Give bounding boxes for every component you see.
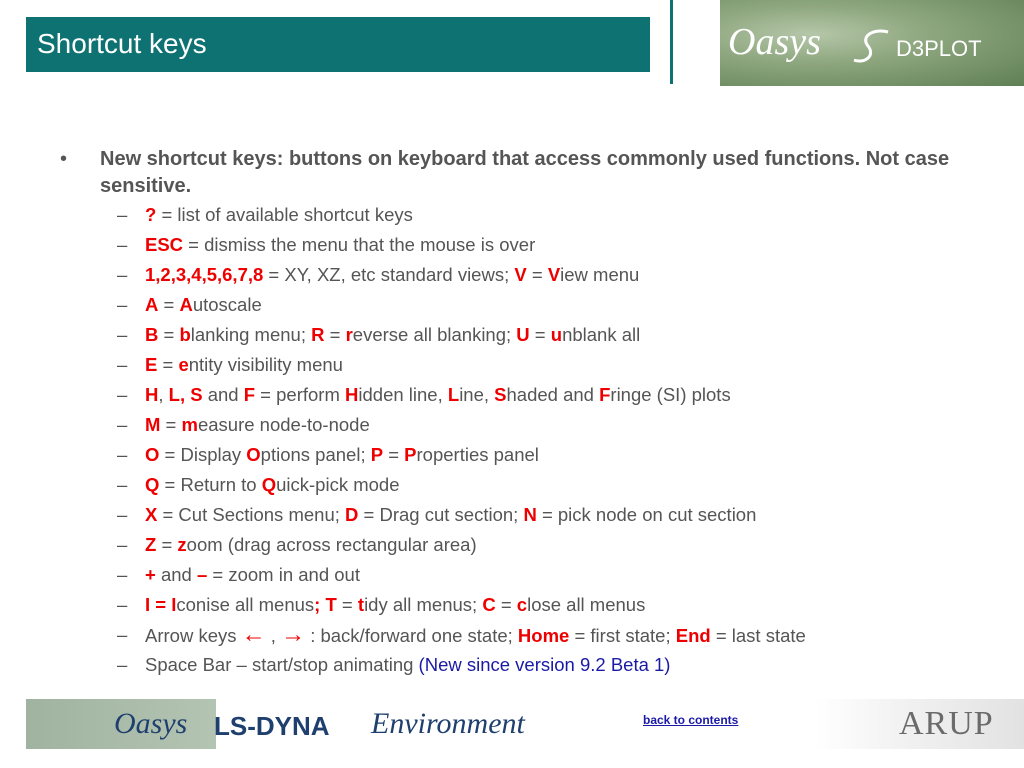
shortcut-item	[60, 200, 1000, 230]
shortcut-key: b	[179, 324, 191, 345]
shortcut-list	[60, 200, 1000, 680]
shortcut-description: conise all menus	[176, 594, 315, 615]
shortcut-description: iew menu	[560, 264, 640, 285]
shortcut-description: =	[383, 444, 405, 465]
shortcut-key: +	[145, 564, 156, 585]
shortcut-item	[60, 380, 1000, 410]
arup-logo: ARUP	[899, 705, 994, 742]
shortcut-description: = Display	[159, 444, 247, 465]
shortcut-description: =	[529, 324, 551, 345]
shortcut-key: r	[345, 324, 353, 345]
shortcut-key: Q	[145, 474, 160, 495]
shortcut-key: L	[447, 384, 460, 405]
shortcut-key: ?	[145, 204, 157, 225]
dash-icon: –	[117, 504, 128, 525]
main-bullet	[60, 146, 1000, 200]
shortcut-description: =	[158, 294, 180, 315]
shortcut-item	[60, 650, 1000, 680]
shortcut-key: R	[311, 324, 325, 345]
shortcut-item	[60, 620, 1000, 650]
shortcut-key: M	[145, 414, 161, 435]
shortcut-description: = zoom in and out	[207, 564, 360, 585]
shortcut-description: ine,	[459, 384, 495, 405]
shortcut-key: F	[243, 384, 256, 405]
shortcut-description: = first state;	[569, 625, 676, 646]
dash-icon: –	[117, 264, 128, 285]
arrow-right-icon: →	[281, 621, 306, 648]
shortcut-item	[60, 500, 1000, 530]
shortcut-description: = dismiss the menu that the mouse is over	[183, 234, 536, 255]
shortcut-key: U	[516, 324, 530, 345]
shortcut-key: L, S	[168, 384, 203, 405]
shortcut-item	[60, 530, 1000, 560]
shortcut-key: m	[181, 414, 198, 435]
title-divider	[670, 0, 673, 84]
shortcut-description: Space Bar – start/stop animating	[145, 654, 419, 675]
shortcut-description: easure node-to-node	[197, 414, 370, 435]
shortcut-description: roperties panel	[416, 444, 539, 465]
shortcut-key: V	[514, 264, 527, 285]
shortcut-description: =	[526, 264, 548, 285]
back-to-contents-link[interactable]: back to contents	[643, 713, 739, 727]
footer	[26, 699, 1024, 749]
shortcut-item	[60, 590, 1000, 620]
shortcut-key: O	[145, 444, 160, 465]
shortcut-description: = Return to	[159, 474, 262, 495]
shortcut-key: D	[345, 504, 359, 525]
shortcut-key: ;	[314, 594, 321, 615]
shortcut-item	[60, 440, 1000, 470]
shortcut-item	[60, 560, 1000, 590]
shortcut-key: z	[177, 534, 187, 555]
shortcut-key: A	[179, 294, 193, 315]
shortcut-description: utoscale	[192, 294, 262, 315]
slide-content	[60, 146, 1000, 680]
dash-icon: –	[117, 444, 128, 465]
shortcut-description: lanking menu;	[190, 324, 312, 345]
oasys-d3plot-logo	[720, 0, 1024, 86]
shortcut-key: t	[357, 594, 365, 615]
shortcut-key: B	[145, 324, 159, 345]
shortcut-key: H	[345, 384, 359, 405]
shortcut-description: lose all menus	[527, 594, 646, 615]
dash-icon: –	[117, 534, 128, 555]
shortcut-description: and	[155, 564, 197, 585]
shortcut-description: ,	[158, 384, 169, 405]
logo-product: D3PLOT	[896, 36, 982, 61]
shortcut-description: = XY, XZ, etc standard views;	[263, 264, 515, 285]
shortcut-description: = Cut Sections menu;	[157, 504, 346, 525]
arrow-left-icon: ←	[241, 621, 266, 648]
logo-brand: Oasys	[728, 21, 821, 63]
logo-swoosh-icon	[850, 26, 894, 66]
shortcut-key: P	[404, 444, 417, 465]
shortcut-description: nblank all	[562, 324, 641, 345]
shortcut-description: ptions panel;	[260, 444, 371, 465]
title-bar	[26, 17, 650, 72]
shortcut-key: H	[145, 384, 159, 405]
shortcut-description: =	[495, 594, 517, 615]
dash-icon: –	[117, 384, 128, 405]
shortcut-description: and	[202, 384, 244, 405]
shortcut-key: E	[145, 354, 158, 375]
shortcut-key: P	[370, 444, 384, 465]
shortcut-key: T	[325, 594, 337, 615]
shortcut-description: = Drag cut section;	[358, 504, 524, 525]
footer-ls-dyna: LS-DYNA	[214, 711, 330, 741]
dash-icon: –	[117, 654, 128, 675]
shortcut-key: F	[599, 384, 611, 405]
shortcut-item	[60, 260, 1000, 290]
dash-icon: –	[117, 594, 128, 615]
shortcut-description: = last state	[710, 625, 806, 646]
shortcut-description: = perform	[255, 384, 346, 405]
shortcut-description: Arrow keys	[145, 625, 242, 646]
shortcut-description: ringe (SI) plots	[610, 384, 731, 405]
dash-icon: –	[117, 564, 128, 585]
shortcut-key: O	[246, 444, 261, 465]
shortcut-description: =	[336, 594, 358, 615]
dash-icon: –	[117, 624, 128, 645]
shortcut-description: =	[158, 324, 180, 345]
shortcut-item	[60, 410, 1000, 440]
shortcut-key: X	[145, 504, 158, 525]
shortcut-key: S	[494, 384, 507, 405]
shortcut-item	[60, 320, 1000, 350]
shortcut-description: = pick node on cut section	[536, 504, 757, 525]
shortcut-description: = list of available shortcut keys	[156, 204, 413, 225]
shortcut-key: c	[516, 594, 528, 615]
shortcut-description: idden line,	[358, 384, 448, 405]
shortcut-description: oom (drag across rectangular area)	[186, 534, 477, 555]
shortcut-key: ESC	[145, 234, 184, 255]
shortcut-key: e	[178, 354, 189, 375]
shortcut-description: =	[156, 534, 178, 555]
shortcut-description: uick-pick mode	[276, 474, 400, 495]
shortcut-item	[60, 230, 1000, 260]
shortcut-key: Z	[145, 534, 157, 555]
dash-icon: –	[117, 234, 128, 255]
shortcut-description: idy all menus;	[364, 594, 483, 615]
shortcut-key: A	[145, 294, 159, 315]
shortcut-item	[60, 290, 1000, 320]
shortcut-description: everse all blanking;	[352, 324, 517, 345]
shortcut-key: –	[196, 564, 208, 585]
version-note: (New since version 9.2 Beta 1)	[418, 654, 671, 675]
shortcut-description: ntity visibility menu	[188, 354, 343, 375]
shortcut-key: End	[675, 625, 711, 646]
bullet-icon: •	[60, 148, 68, 170]
shortcut-key: 1,2,3,4,5,6,7,8	[145, 264, 264, 285]
footer-environment: Environment	[371, 707, 525, 740]
shortcut-item	[60, 470, 1000, 500]
dash-icon: –	[117, 414, 128, 435]
shortcut-key: Home	[517, 625, 570, 646]
dash-icon: –	[117, 324, 128, 345]
dash-icon: –	[117, 354, 128, 375]
shortcut-key: u	[550, 324, 563, 345]
shortcut-key: N	[523, 504, 537, 525]
shortcut-description: =	[160, 414, 182, 435]
shortcut-key: V	[547, 264, 561, 285]
footer-oasys-logo: Oasys	[114, 707, 188, 740]
shortcut-description: =	[324, 324, 346, 345]
shortcut-item	[60, 350, 1000, 380]
shortcut-description: haded and	[506, 384, 600, 405]
shortcut-key: Q	[261, 474, 277, 495]
page-title: Shortcut keys	[37, 28, 207, 59]
shortcut-description: ,	[265, 625, 282, 646]
dash-icon: –	[117, 294, 128, 315]
footer-banner	[26, 699, 616, 749]
shortcut-key: C	[482, 594, 496, 615]
shortcut-description: : back/forward one state;	[305, 625, 518, 646]
main-bullet-text: New shortcut keys: buttons on keyboard that access commonly used functions. Not case sensitive.	[100, 148, 950, 197]
dash-icon: –	[117, 474, 128, 495]
shortcut-description: =	[157, 354, 179, 375]
shortcut-key: I = I	[145, 594, 177, 615]
dash-icon: –	[117, 204, 128, 225]
